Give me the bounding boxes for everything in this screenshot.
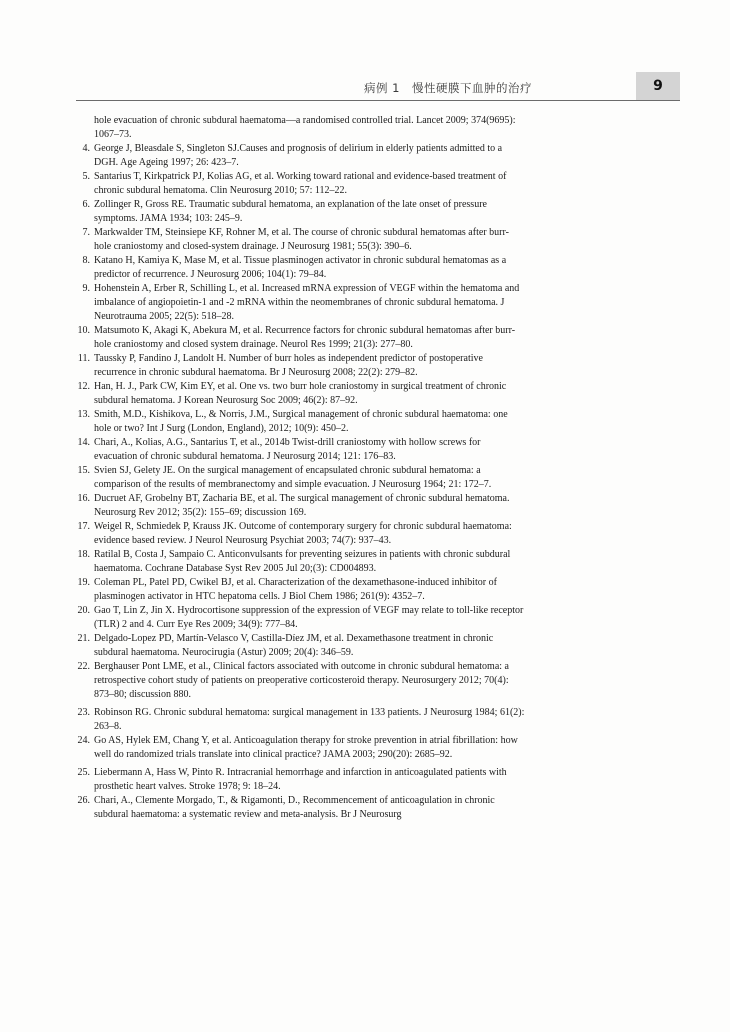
- reference-item: [70, 660, 526, 702]
- reference-item: [70, 198, 526, 226]
- reference-text: Robinson RG. Chronic subdural hematoma: surgical management in 133 patients. J Neurosurg 1984; 61(2): 263–8.: [94, 707, 525, 732]
- reference-text: Ducruet AF, Grobelny BT, Zacharia BE, et al. The surgical management of chronic subdural hematoma. Neurosurg Rev 2012; 35(2): 155–69; discussion 169.: [94, 493, 510, 518]
- reference-number: 21.: [77, 633, 90, 644]
- reference-number: 9.: [82, 283, 90, 294]
- reference-item: [70, 706, 526, 734]
- reference-item: [70, 324, 526, 352]
- reference-item: [70, 352, 526, 380]
- reference-number: 19.: [77, 577, 90, 588]
- reference-item: [70, 464, 526, 492]
- reference-text: Taussky P, Fandino J, Landolt H. Number of burr holes as independent predictor of postoperative recurrence in chronic subdural haematoma. Br J Neurosurg 2008; 22(2): 279–82.: [94, 353, 483, 378]
- reference-item: [70, 226, 526, 254]
- reference-number: 12.: [77, 381, 90, 392]
- reference-item: [70, 576, 526, 604]
- reference-item: [70, 380, 526, 408]
- reference-number: 13.: [77, 409, 90, 420]
- reference-text: Chari, A., Kolias, A.G., Santarius T, et al., 2014b Twist-drill craniostomy with hollow screws for evacuation of chronic subdural hematoma. J Neurosurg 2014; 121: 176–83.: [94, 437, 481, 462]
- reference-text: hole evacuation of chronic subdural haematoma—a randomised controlled trial. Lancet 2009; 374(9695): 1067–73.: [94, 115, 516, 140]
- reference-number: 7.: [82, 227, 90, 238]
- reference-text: Smith, M.D., Kishikova, L., & Norris, J.M., Surgical management of chronic subdural haematoma: one hole or two? Int J Surg (London, England), 2012; 10(9): 450–2.: [94, 409, 508, 434]
- reference-item: [70, 734, 526, 762]
- reference-number: 22.: [77, 661, 90, 672]
- reference-number: 11.: [77, 353, 90, 364]
- reference-item: [70, 436, 526, 464]
- reference-text: Matsumoto K, Akagi K, Abekura M, et al. Recurrence factors for chronic subdural hematomas after burr-hole craniostomy and closed system drainage. Neurol Res 1999; 21(3): 277–80.: [94, 325, 516, 350]
- reference-text: Markwalder TM, Steinsiepe KF, Rohner M, et al. The course of chronic subdural hematomas after burr-hole craniostomy and closed-system drainage. J Neurosurg 1981; 55(3): 390–6.: [94, 227, 509, 252]
- reference-number: 20.: [77, 605, 90, 616]
- reference-number: 16.: [77, 493, 90, 504]
- reference-item: [70, 604, 526, 632]
- reference-list: [70, 114, 526, 822]
- reference-number: 24.: [77, 735, 90, 746]
- reference-number: 6.: [82, 199, 90, 210]
- reference-number: 17.: [77, 521, 90, 532]
- reference-text: Han, H. J., Park CW, Kim EY, et al. One vs. two burr hole craniostomy in surgical treatment of chronic subdural hematoma. J Korean Neurosurg Soc 2009; 46(2): 87–92.: [94, 381, 507, 406]
- reference-text: Go AS, Hylek EM, Chang Y, et al. Anticoagulation therapy for stroke prevention in atrial fibrillation: how well do randomized trials translate into clinical practice? JAMA 2003; 290(20): 2685–92.: [94, 735, 518, 760]
- reference-text: Chari, A., Clemente Morgado, T., & Rigamonti, D., Recommencement of anticoagulation in chronic subdural haematoma: a systematic review and meta-analysis. Br J Neurosurg: [94, 795, 495, 820]
- reference-item: [70, 548, 526, 576]
- reference-item: [70, 492, 526, 520]
- reference-text: Svien SJ, Gelety JE. On the surgical management of encapsulated chronic subdural hematoma: a comparison of the results of membranectomy and simple evacuation. J Neurosurg 1964; 21: 172–7.: [94, 465, 492, 490]
- reference-item: [70, 766, 526, 794]
- reference-number: 18.: [77, 549, 90, 560]
- reference-number: 5.: [82, 171, 90, 182]
- reference-number: 14.: [77, 437, 90, 448]
- reference-text: Berghauser Pont LME, et al., Clinical factors associated with outcome in chronic subdural hematoma: a retrospective cohort study of patients on preoperative corticosteroid therapy. Neurosurgery 2012; 70(4): 873–80; discussion 880.: [94, 661, 509, 700]
- reference-item: [70, 142, 526, 170]
- reference-item: [70, 114, 526, 142]
- reference-item: [70, 520, 526, 548]
- reference-text: George J, Bleasdale S, Singleton SJ.Causes and prognosis of delirium in elderly patients admitted to a DGH. Age Ageing 1997; 26: 423–7.: [94, 143, 503, 168]
- reference-number: 10.: [77, 325, 90, 336]
- reference-number: 15.: [77, 465, 90, 476]
- reference-text: Zollinger R, Gross RE. Traumatic subdural hematoma, an explanation of the late onset of pressure symptoms. JAMA 1934; 103: 245–9.: [94, 199, 487, 224]
- reference-number: 23.: [77, 707, 90, 718]
- reference-number: 4.: [82, 143, 90, 154]
- reference-text: Hohenstein A, Erber R, Schilling L, et al. Increased mRNA expression of VEGF within the hematoma and imbalance of angiopoietin-1 and -2 mRNA within the neomembranes of chronic subdural hematoma. J Neurotrauma 2005; 22(5): 518–28.: [94, 283, 520, 322]
- reference-text: Weigel R, Schmiedek P, Krauss JK. Outcome of contemporary surgery for chronic subdural haematoma: evidence based review. J Neurol Neurosurg Psychiat 2003; 74(7): 937–43.: [94, 521, 512, 546]
- reference-number: 25.: [77, 767, 90, 778]
- reference-text: Santarius T, Kirkpatrick PJ, Kolias AG, et al. Working toward rational and evidence-based treatment of chronic subdural hematoma. Clin Neurosurg 2010; 57: 112–22.: [94, 171, 507, 196]
- reference-text: Katano H, Kamiya K, Mase M, et al. Tissue plasminogen activator in chronic subdural hematomas as a predictor of recurrence. J Neurosurg 2006; 104(1): 79–84.: [94, 255, 507, 280]
- reference-number: 26.: [77, 795, 90, 806]
- reference-text: Liebermann A, Hass W, Pinto R. Intracranial hemorrhage and infarction in anticoagulated patients with prosthetic heart valves. Stroke 1978; 9: 18–24.: [94, 767, 507, 792]
- chapter-title: 病例 1 慢性硬膜下血肿的治疗: [364, 81, 532, 95]
- page-number: 9: [636, 72, 680, 100]
- reference-text: Gao T, Lin Z, Jin X. Hydrocortisone suppression of the expression of VEGF may relate to toll-like receptor (TLR) 2 and 4. Curr Eye Res 2009; 34(9): 777–84.: [94, 605, 524, 630]
- reference-text: Ratilal B, Costa J, Sampaio C. Anticonvulsants for preventing seizures in patients with chronic subdural haematoma. Cochrane Database Syst Rev 2005 Jul 20;(3): CD004893.: [94, 549, 511, 574]
- reference-item: [70, 632, 526, 660]
- reference-item: [70, 408, 526, 436]
- reference-text: Delgado-Lopez PD, Martín-Velasco V, Castilla-Díez JM, et al. Dexamethasone treatment in chronic subdural haematoma. Neurocirugia (Astur) 2009; 20(4): 346–59.: [94, 633, 494, 658]
- reference-item: [70, 254, 526, 282]
- running-header: [76, 72, 680, 101]
- reference-item: [70, 794, 526, 822]
- reference-item: [70, 170, 526, 198]
- reference-item: [70, 282, 526, 324]
- reference-number: 8.: [82, 255, 90, 266]
- reference-text: Coleman PL, Patel PD, Cwikel BJ, et al. Characterization of the dexamethasone-induced inhibitor of plasminogen activator in HTC hepatoma cells. J Biol Chem 1986; 261(9): 4352–7.: [94, 577, 497, 602]
